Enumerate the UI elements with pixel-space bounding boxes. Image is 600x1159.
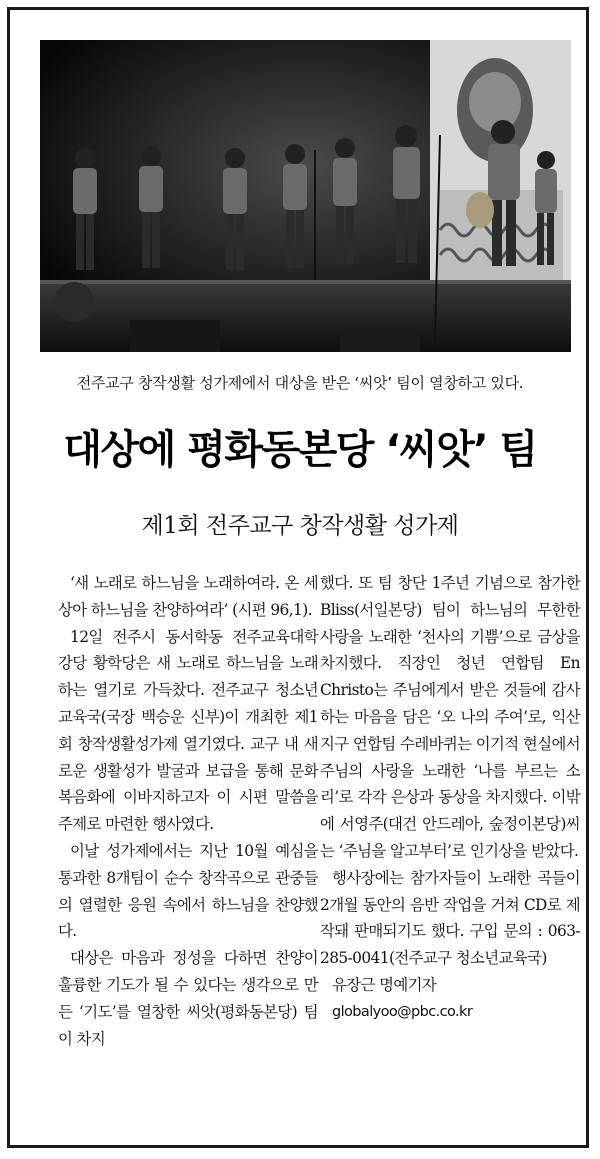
paragraph: ‘새 노래로 하느님을 노래하여라. 온 세상아 하느님을 찬양하여라’ (시편 96,1). xyxy=(58,574,318,619)
headline: 대상에 평화동본당 ‘씨앗’ 팀 xyxy=(63,427,537,473)
paragraph: 행사장에는 참가자들이 노래한 곡들이 2개월 동안의 음반 작업을 거쳐 CD로 제작돼 판매되기도 했다. 구입 문의 : 063-285-0041(전주교구 청소년교육국) xyxy=(320,868,580,968)
paragraph: 대상은 마음과 정성을 다하면 찬양이 훌륭한 기도가 될 수 있다는 생각으로 만든 ‘기도’를 열창한 씨앗(평화동본당) 팀이 차지 xyxy=(58,949,318,1048)
article-column-left xyxy=(58,570,318,1052)
article-column-right xyxy=(320,570,580,1026)
reporter-byline: 유장근 명예기자 xyxy=(332,975,437,994)
paragraph: 12일 전주시 동서학동 전주교육대학 강당 황학당은 새 노래로 하느님을 노래하는 열기로 가득찼다. 전주교구 청소년교육국(국장 백승운 신부)이 개최한 제1회 창작생활성가제 열기였다. 교구 내 새로운 생활성가 발굴과 보급을 통해 문화복음화에 이바지하고자 이 시편 말씀을 주제로 마련한 행사였다. xyxy=(58,627,318,834)
reporter-email: globalyoo@pbc.co.kr xyxy=(332,1003,473,1020)
subheadline: 제1회 전주교구 창작생활 성가제 xyxy=(141,513,459,539)
paragraph: 이날 성가제에서는 지난 10월 예심을 통과한 8개팀이 순수 창작곡으로 관중들의 열렬한 응원 속에서 하느님을 찬양했다. xyxy=(58,841,318,941)
concert-photo xyxy=(40,40,571,352)
paragraph: 했다. 또 팀 창단 1주년 기념으로 참가한 Bliss(서일본당) 팀이 하느님의 무한한 사랑을 노래한 ‘천사의 기쁨’으로 금상을 차지했다. 직장인 청년 연합팀 En Christo는 주님에게서 받은 것들에 감사하는 마음을 담은 ‘오 나의 주여’로, 익산지구 연합팀 수레바퀴는 이기적 현실에서 주님의 사랑을 노래한 ‘나를 부르는 소리’로 각각 은상과 동상을 차지했다. 이밖에 서영주(대건 안드레아, 숲정이본당)씨는 ‘주님을 알고부터’로 인기상을 받았다. xyxy=(320,574,580,860)
concert-photo-illustration xyxy=(40,40,571,352)
photo-caption: 전주교구 창작생활 성가제에서 대상을 받은 ‘씨앗’ 팀이 열창하고 있다. xyxy=(76,374,524,392)
